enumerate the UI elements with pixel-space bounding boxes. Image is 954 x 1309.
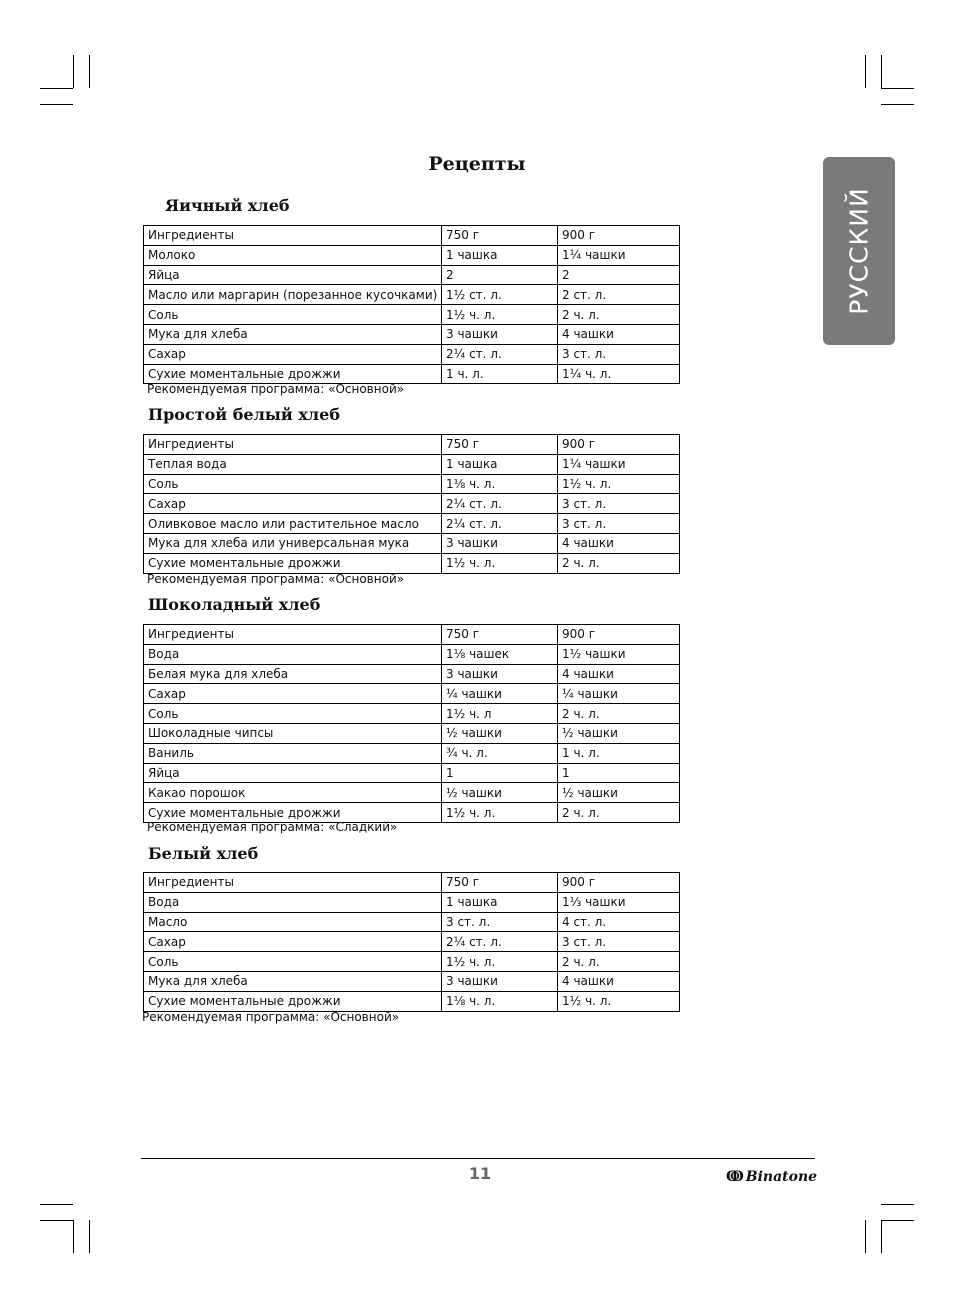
ingredient-cell: Соль [144, 704, 442, 724]
amount-900-cell: 4 чашки [558, 324, 680, 344]
ingredient-cell: Ингредиенты [144, 226, 442, 246]
ingredient-cell: Молоко [144, 245, 442, 265]
amount-750-cell: 750 г [442, 435, 558, 455]
ingredient-cell: Ингредиенты [144, 625, 442, 645]
amount-900-cell: 1½ ч. л. [558, 474, 680, 494]
crop-mark [40, 104, 73, 105]
ingredient-cell: Теплая вода [144, 454, 442, 474]
amount-750-cell: 750 г [442, 873, 558, 893]
amount-900-cell: 3 ст. л. [558, 494, 680, 514]
ingredient-cell: Соль [144, 952, 442, 972]
recommended-program: Рекомендуемая программа: «Основной» [147, 572, 405, 586]
recommended-program: Рекомендуемая программа: «Основной» [147, 382, 405, 396]
amount-900-cell: 2 ч. л. [558, 553, 680, 573]
table-header-row [144, 226, 680, 246]
ingredient-cell: Вода [144, 892, 442, 912]
table-row [144, 763, 680, 783]
language-tab [823, 157, 895, 345]
amount-750-cell: 2¼ ст. л. [442, 344, 558, 364]
amount-750-cell: 1½ ч. л. [442, 553, 558, 573]
amount-750-cell: 3 чашки [442, 324, 558, 344]
amount-900-cell: 1 [558, 763, 680, 783]
ingredient-cell: Сухие моментальные дрожжи [144, 803, 442, 823]
crop-mark [73, 1220, 74, 1253]
language-tab-label: РУССКИЙ [844, 187, 874, 315]
amount-900-cell: 2 ч. л. [558, 305, 680, 325]
ingredient-cell: Сахар [144, 684, 442, 704]
ingredients-table [143, 624, 680, 823]
amount-900-cell: 1⅓ чашки [558, 892, 680, 912]
amount-750-cell: ½ чашки [442, 783, 558, 803]
amount-900-cell: 900 г [558, 226, 680, 246]
amount-900-cell: 2 ст. л. [558, 285, 680, 305]
ingredient-cell: Мука для хлеба [144, 324, 442, 344]
amount-750-cell: 1 ч. л. [442, 364, 558, 384]
recipe-title: Белый хлеб [148, 844, 259, 863]
amount-750-cell: 1½ ч. л. [442, 305, 558, 325]
table-row [144, 952, 680, 972]
amount-750-cell: 2 [442, 265, 558, 285]
ingredient-cell: Соль [144, 305, 442, 325]
table-header-row [144, 625, 680, 645]
amount-900-cell: 4 чашки [558, 533, 680, 553]
amount-750-cell: 1⅛ ч. л. [442, 474, 558, 494]
amount-900-cell: 4 чашки [558, 664, 680, 684]
recommended-program: Рекомендуемая программа: «Основной» [142, 1010, 400, 1024]
ingredients-table [143, 872, 680, 1012]
amount-750-cell: 1 [442, 763, 558, 783]
amount-900-cell: 4 чашки [558, 971, 680, 991]
amount-750-cell: 1 чашка [442, 454, 558, 474]
amount-900-cell: 900 г [558, 435, 680, 455]
table-row [144, 454, 680, 474]
ingredient-cell: Вода [144, 644, 442, 664]
brand-logo [726, 1169, 817, 1185]
amount-750-cell: 1 чашка [442, 892, 558, 912]
amount-750-cell: ½ чашки [442, 723, 558, 743]
amount-750-cell: 1⅛ чашек [442, 644, 558, 664]
table-header-row [144, 435, 680, 455]
ingredient-cell: Мука для хлеба или универсальная мука [144, 533, 442, 553]
amount-750-cell: 2¼ ст. л. [442, 514, 558, 534]
crop-mark [881, 1220, 882, 1253]
amount-900-cell: 1 ч. л. [558, 743, 680, 763]
table-row [144, 704, 680, 724]
amount-750-cell: 1⅛ ч. л. [442, 991, 558, 1011]
ingredients-table [143, 225, 680, 384]
amount-750-cell: 1½ ч. л. [442, 803, 558, 823]
table-row [144, 783, 680, 803]
amount-750-cell: 750 г [442, 226, 558, 246]
amount-900-cell: 900 г [558, 873, 680, 893]
amount-750-cell: 1½ ч. л [442, 704, 558, 724]
recipe-title: Яичный хлеб [165, 196, 290, 215]
ingredient-cell: Белая мука для хлеба [144, 664, 442, 684]
amount-900-cell: 2 ч. л. [558, 704, 680, 724]
crop-mark [865, 1220, 866, 1253]
table-header-row [144, 873, 680, 893]
table-row [144, 285, 680, 305]
crop-mark [89, 1220, 90, 1253]
table-row [144, 644, 680, 664]
crop-mark [40, 1204, 73, 1205]
table-row [144, 344, 680, 364]
amount-900-cell: 1½ чашки [558, 644, 680, 664]
recipe-title: Шоколадный хлеб [148, 595, 321, 614]
crop-mark [881, 55, 882, 88]
crop-mark [40, 1220, 73, 1221]
ingredient-cell: Яйца [144, 763, 442, 783]
amount-750-cell: 750 г [442, 625, 558, 645]
amount-900-cell: 3 ст. л. [558, 932, 680, 952]
table-row [144, 743, 680, 763]
crop-mark [73, 55, 74, 88]
table-row [144, 553, 680, 573]
table-row [144, 245, 680, 265]
page-number: 11 [468, 1164, 492, 1183]
table-row [144, 892, 680, 912]
table-row [144, 664, 680, 684]
crop-mark [40, 88, 73, 89]
table-row [144, 912, 680, 932]
ingredient-cell: Шоколадные чипсы [144, 723, 442, 743]
amount-750-cell: 1 чашка [442, 245, 558, 265]
amount-900-cell: 1¼ ч. л. [558, 364, 680, 384]
ingredient-cell: Сахар [144, 932, 442, 952]
amount-750-cell: ¾ ч. л. [442, 743, 558, 763]
ingredient-cell: Ингредиенты [144, 435, 442, 455]
amount-900-cell: ½ чашки [558, 723, 680, 743]
crop-mark [881, 1220, 914, 1221]
ingredient-cell: Оливковое масло или растительное масло [144, 514, 442, 534]
ingredient-cell: Соль [144, 474, 442, 494]
ingredient-cell: Сахар [144, 344, 442, 364]
ingredient-cell: Яйца [144, 265, 442, 285]
brand-name: Binatone [745, 1169, 818, 1185]
amount-900-cell: 1¼ чашки [558, 245, 680, 265]
amount-900-cell: 4 ст. л. [558, 912, 680, 932]
ingredient-cell: Сухие моментальные дрожжи [144, 553, 442, 573]
ingredient-cell: Сухие моментальные дрожжи [144, 364, 442, 384]
table-row [144, 684, 680, 704]
ingredient-cell: Масло или маргарин (порезанное кусочками) [144, 285, 442, 305]
amount-900-cell: 1½ ч. л. [558, 991, 680, 1011]
amount-900-cell: 1¼ чашки [558, 454, 680, 474]
amount-750-cell: 3 чашки [442, 664, 558, 684]
amount-900-cell: 2 ч. л. [558, 803, 680, 823]
amount-750-cell: ¼ чашки [442, 684, 558, 704]
ingredient-cell: Сахар [144, 494, 442, 514]
brand-logo-icon: ↂ [726, 1169, 744, 1185]
crop-mark [881, 88, 914, 89]
ingredient-cell: Мука для хлеба [144, 971, 442, 991]
ingredient-cell: Масло [144, 912, 442, 932]
table-row [144, 265, 680, 285]
table-row [144, 991, 680, 1011]
amount-900-cell: 2 [558, 265, 680, 285]
table-row [144, 533, 680, 553]
amount-750-cell: 2¼ ст. л. [442, 494, 558, 514]
ingredient-cell: Сухие моментальные дрожжи [144, 991, 442, 1011]
amount-750-cell: 3 чашки [442, 971, 558, 991]
ingredient-cell: Какао порошок [144, 783, 442, 803]
recommended-program: Рекомендуемая программа: «Сладкий» [147, 820, 398, 834]
amount-750-cell: 1½ ст. л. [442, 285, 558, 305]
ingredients-table [143, 434, 680, 574]
crop-mark [89, 55, 90, 88]
ingredient-cell: Ваниль [144, 743, 442, 763]
table-row [144, 474, 680, 494]
ingredient-cell: Ингредиенты [144, 873, 442, 893]
table-row [144, 971, 680, 991]
crop-mark [881, 1204, 914, 1205]
amount-900-cell: 3 ст. л. [558, 344, 680, 364]
amount-900-cell: ¼ чашки [558, 684, 680, 704]
crop-mark [865, 55, 866, 88]
amount-900-cell: 2 ч. л. [558, 952, 680, 972]
table-row [144, 305, 680, 325]
amount-750-cell: 3 чашки [442, 533, 558, 553]
amount-900-cell: ½ чашки [558, 783, 680, 803]
amount-900-cell: 3 ст. л. [558, 514, 680, 534]
amount-750-cell: 3 ст. л. [442, 912, 558, 932]
table-row [144, 324, 680, 344]
table-row [144, 514, 680, 534]
table-row [144, 932, 680, 952]
recipe-title: Простой белый хлеб [148, 405, 341, 424]
amount-750-cell: 1½ ч. л. [442, 952, 558, 972]
table-row [144, 494, 680, 514]
table-row [144, 364, 680, 384]
amount-750-cell: 2¼ ст. л. [442, 932, 558, 952]
page-title: Рецепты [428, 153, 526, 175]
amount-900-cell: 900 г [558, 625, 680, 645]
crop-mark [881, 104, 914, 105]
footer-divider [141, 1158, 815, 1159]
table-row [144, 723, 680, 743]
